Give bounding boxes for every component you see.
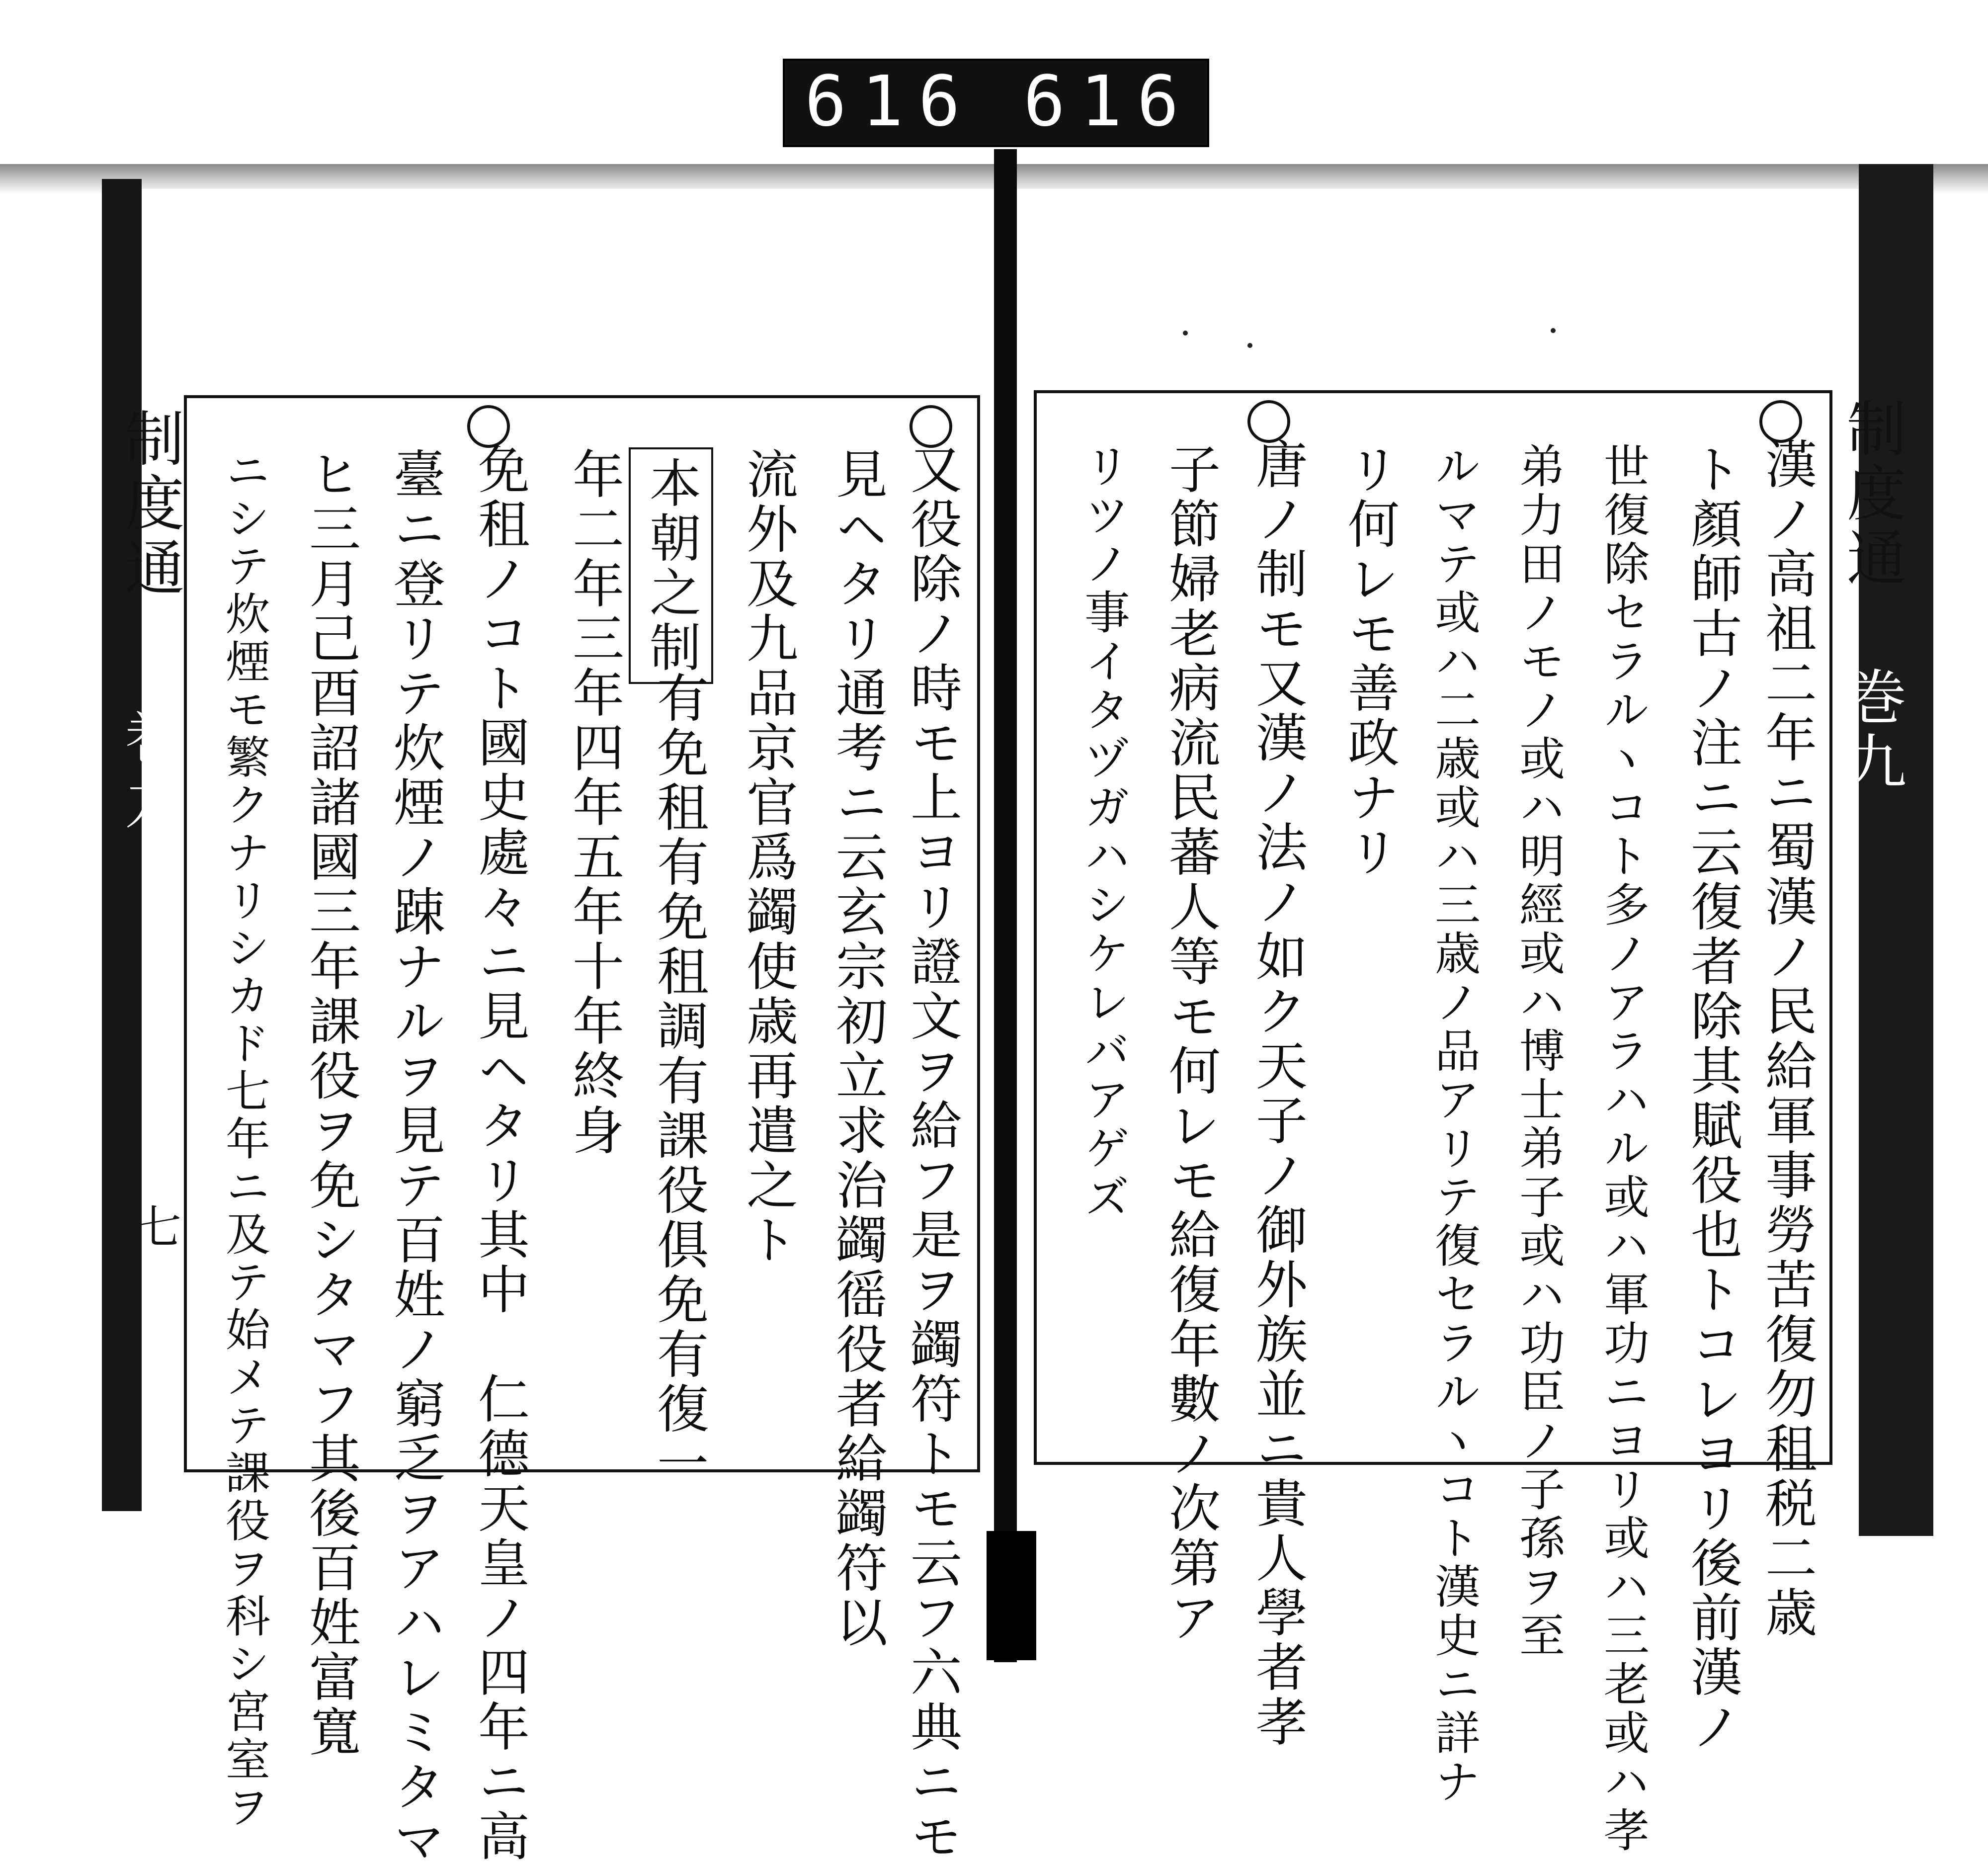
section-circle-mark	[910, 405, 952, 448]
book-gutter	[994, 149, 1017, 1662]
left-column-4: 有免租有免租調有課役俱免有復一	[648, 671, 709, 1491]
book-right-edge	[1859, 164, 1933, 1536]
left-column-5: 年二年三年四年五年十年終身	[564, 447, 624, 1158]
left-column-1: 又役除ノ時モ上ヨリ證文ヲ給フ是ヲ蠲符トモ云フ六典ニモ	[902, 442, 962, 1864]
spine-volume-left: 巻九	[115, 706, 184, 835]
left-column-2: 見ヘタリ通考ニ云玄宗初立求治蠲徭役者給蠲符以	[827, 447, 888, 1650]
spine-volume-right: 巻九	[1837, 666, 1906, 795]
right-column-2: ト顏師古ノ注ニ云復者除其賦役也トコレヨリ後前漢ノ	[1682, 442, 1742, 1755]
right-column-4: 弟力田ノモノ或ハ明經或ハ博士弟子或ハ功臣ノ子孫ヲ至	[1512, 442, 1565, 1660]
scan-speck	[1247, 343, 1252, 348]
left-column-7: 臺ニ登リテ炊煙ノ踈ナルヲ見テ百姓ノ窮乏ヲアハレミタマ	[385, 447, 445, 1869]
section-circle-mark	[1759, 400, 1802, 443]
gutter-binding	[987, 1531, 1036, 1660]
spine-title-right: 制度通	[1837, 398, 1906, 592]
right-column-6: リ何レモ善政ナリ	[1339, 442, 1400, 880]
scan-number-label	[783, 59, 1251, 147]
right-column-9: リツノ事イタヅガハシケレバアゲズ	[1077, 442, 1130, 1222]
left-column-8: ヒ三月己酉詔諸國三年課役ヲ免シタマフ其後百姓富寬	[300, 447, 361, 1760]
spine-title-left: 制度通	[115, 408, 184, 601]
scan-speck	[1183, 331, 1188, 336]
left-boxed-heading: 本朝之制	[629, 447, 713, 684]
section-circle-mark	[467, 405, 510, 448]
left-column-9: ニシテ炊煙モ繁クナリシカド七年ニ及テ始メテ課役ヲ科シ宮室ヲ	[218, 447, 270, 1831]
scan-number-right: 616.	[1023, 61, 1251, 142]
page-number-left: 七	[128, 1203, 181, 1249]
right-column-8: 子節婦老病流民蕃人等モ何レモ給復年數ノ次第ア	[1160, 442, 1221, 1645]
left-column-3: 流外及九品京官爲蠲使歳再遣之ト	[738, 447, 798, 1268]
book-left-edge	[102, 179, 142, 1511]
left-column-6: 免租ノコト國史處々ニ見ヘタリ其中 仁德天皇ノ四年ニ高	[469, 442, 530, 1864]
section-circle-mark	[1247, 400, 1290, 443]
right-column-3: 世復除セラルヽコト多ノアラハル或ハ軍功ニヨリ或ハ三老或ハ孝	[1596, 442, 1650, 1855]
right-column-7: 唐ノ制モ又漢ノ法ノ如ク天子ノ御外族並ニ貴人學者孝	[1247, 437, 1308, 1750]
right-column-1: 漢ノ高祖二年ニ蜀漢ノ民給軍事勞苦復勿租税二歳	[1756, 437, 1817, 1640]
scan-speck	[1551, 328, 1556, 333]
right-column-5: ルマテ或ハ二歳或ハ三歳ノ品アリテ復セラルヽコト漢史ニ詳ナ	[1427, 442, 1481, 1806]
scan-number-left: 616	[805, 61, 975, 142]
